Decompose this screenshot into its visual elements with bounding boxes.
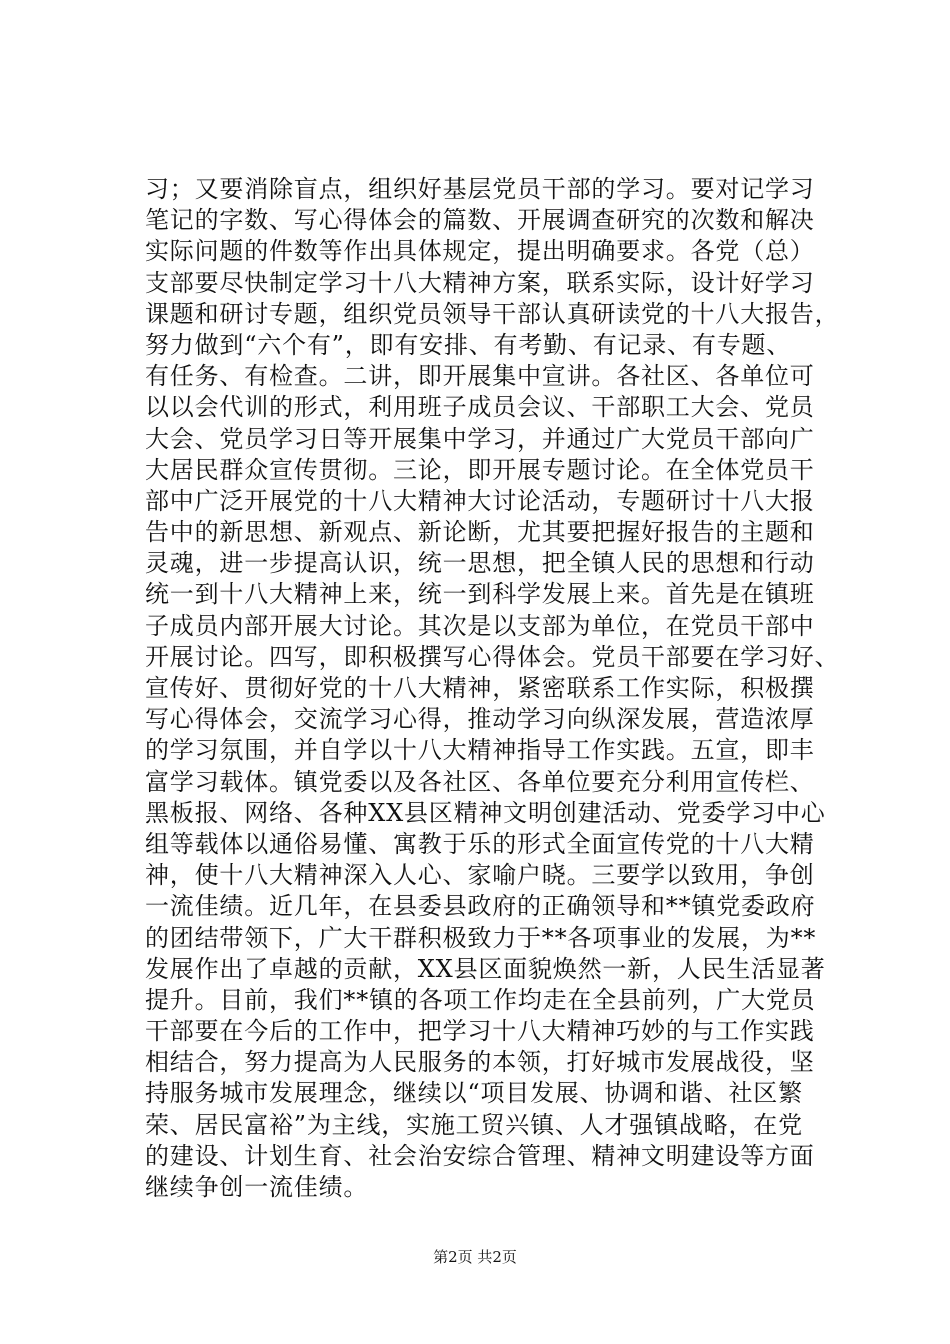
text-line: 持服务城市发展理念，继续以“项目发展、协调和谐、社区繁 [145,1079,803,1108]
text-line: 课题和研讨专题，组织党员领导干部认真研读党的十八大报告， [145,299,840,328]
text-line: 神，使十八大精神深入人心、家喻户晓。三要学以致用，争创 [145,861,815,890]
text-line: 有任务、有检查。二讲，即开展集中宣讲。各社区、各单位可 [145,362,815,391]
text-line: 的学习氛围，并自学以十八大精神指导工作实践。五宣，即丰 [145,736,815,765]
text-line: 黑板报、网络、各种XX县区精神文明创建活动、党委学习中心 [145,798,826,827]
text-line: 干部要在今后的工作中，把学习十八大精神巧妙的与工作实践 [145,1017,815,1046]
text-line: 笔记的字数、写心得体会的篇数、开展调查研究的次数和解决 [145,206,815,235]
text-line: 习；又要消除盲点，组织好基层党员干部的学习。要对记学习 [145,175,815,203]
text-line: 的建设、计划生育、社会治安综合管理、精神文明建设等方面 [145,1141,815,1170]
text-line: 一流佳绩。近几年，在县委县政府的正确领导和**镇党委政府 [145,892,816,921]
text-line: 努力做到“六个有”，即有安排、有考勤、有记录、有专题、 [145,330,792,359]
text-line: 的团结带领下，广大干群积极致力于**各项事业的发展，为** [145,923,817,952]
body-paragraph [145,174,840,1203]
text-line: 统一到十八大精神上来，统一到科学发展上来。首先是在镇班 [145,580,815,609]
text-line: 相结合，努力提高为人民服务的本领，打好城市发展战役，坚 [145,1048,815,1077]
text-line: 发展作出了卓越的贡献，XX县区面貌焕然一新，人民生活显著 [145,954,826,983]
text-line: 部中广泛开展党的十八大精神大讨论活动，专题研讨十八大报 [145,486,815,515]
text-line: 宣传好、贯彻好党的十八大精神，紧密联系工作实际，积极撰 [145,674,815,702]
text-line: 支部要尽快制定学习十八大精神方案，联系实际，设计好学习 [145,268,815,297]
text-line: 大居民群众宣传贯彻。三论，即开展专题讨论。在全体党员干 [145,455,815,484]
text-line: 开展讨论。四写，即积极撰写心得体会。党员干部要在学习好、 [145,642,840,671]
text-line: 以以会代训的形式，利用班子成员会议、干部职工大会、党员 [145,393,815,422]
text-line: 写心得体会，交流学习心得，推动学习向纵深发展，营造浓厚 [145,705,815,734]
page-footer: 第2页 共2页 [433,1248,517,1266]
text-line: 富学习载体。镇党委以及各社区、各单位要充分利用宣传栏、 [145,767,815,796]
text-line: 灵魂，进一步提高认识，统一思想，把全镇人民的思想和行动 [145,549,815,578]
text-line: 继续争创一流佳绩。 [145,1173,369,1201]
text-line: 大会、党员学习日等开展集中学习，并通过广大党员干部向广 [145,424,815,453]
text-line: 子成员内部开展大讨论。其次是以支部为单位，在党员干部中 [145,611,815,640]
text-line: 实际问题的件数等作出具体规定，提出明确要求。各党（总） [145,237,815,266]
text-line: 提升。目前，我们**镇的各项工作均走在全县前列，广大党员 [145,985,816,1014]
text-line: 荣、居民富裕”为主线，实施工贸兴镇、人才强镇战略，在党 [145,1110,803,1139]
text-line: 组等载体以通俗易懂、寓教于乐的形式全面宣传党的十八大精 [145,829,815,858]
text-line: 告中的新思想、新观点、新论断，尤其要把握好报告的主题和 [145,518,815,547]
